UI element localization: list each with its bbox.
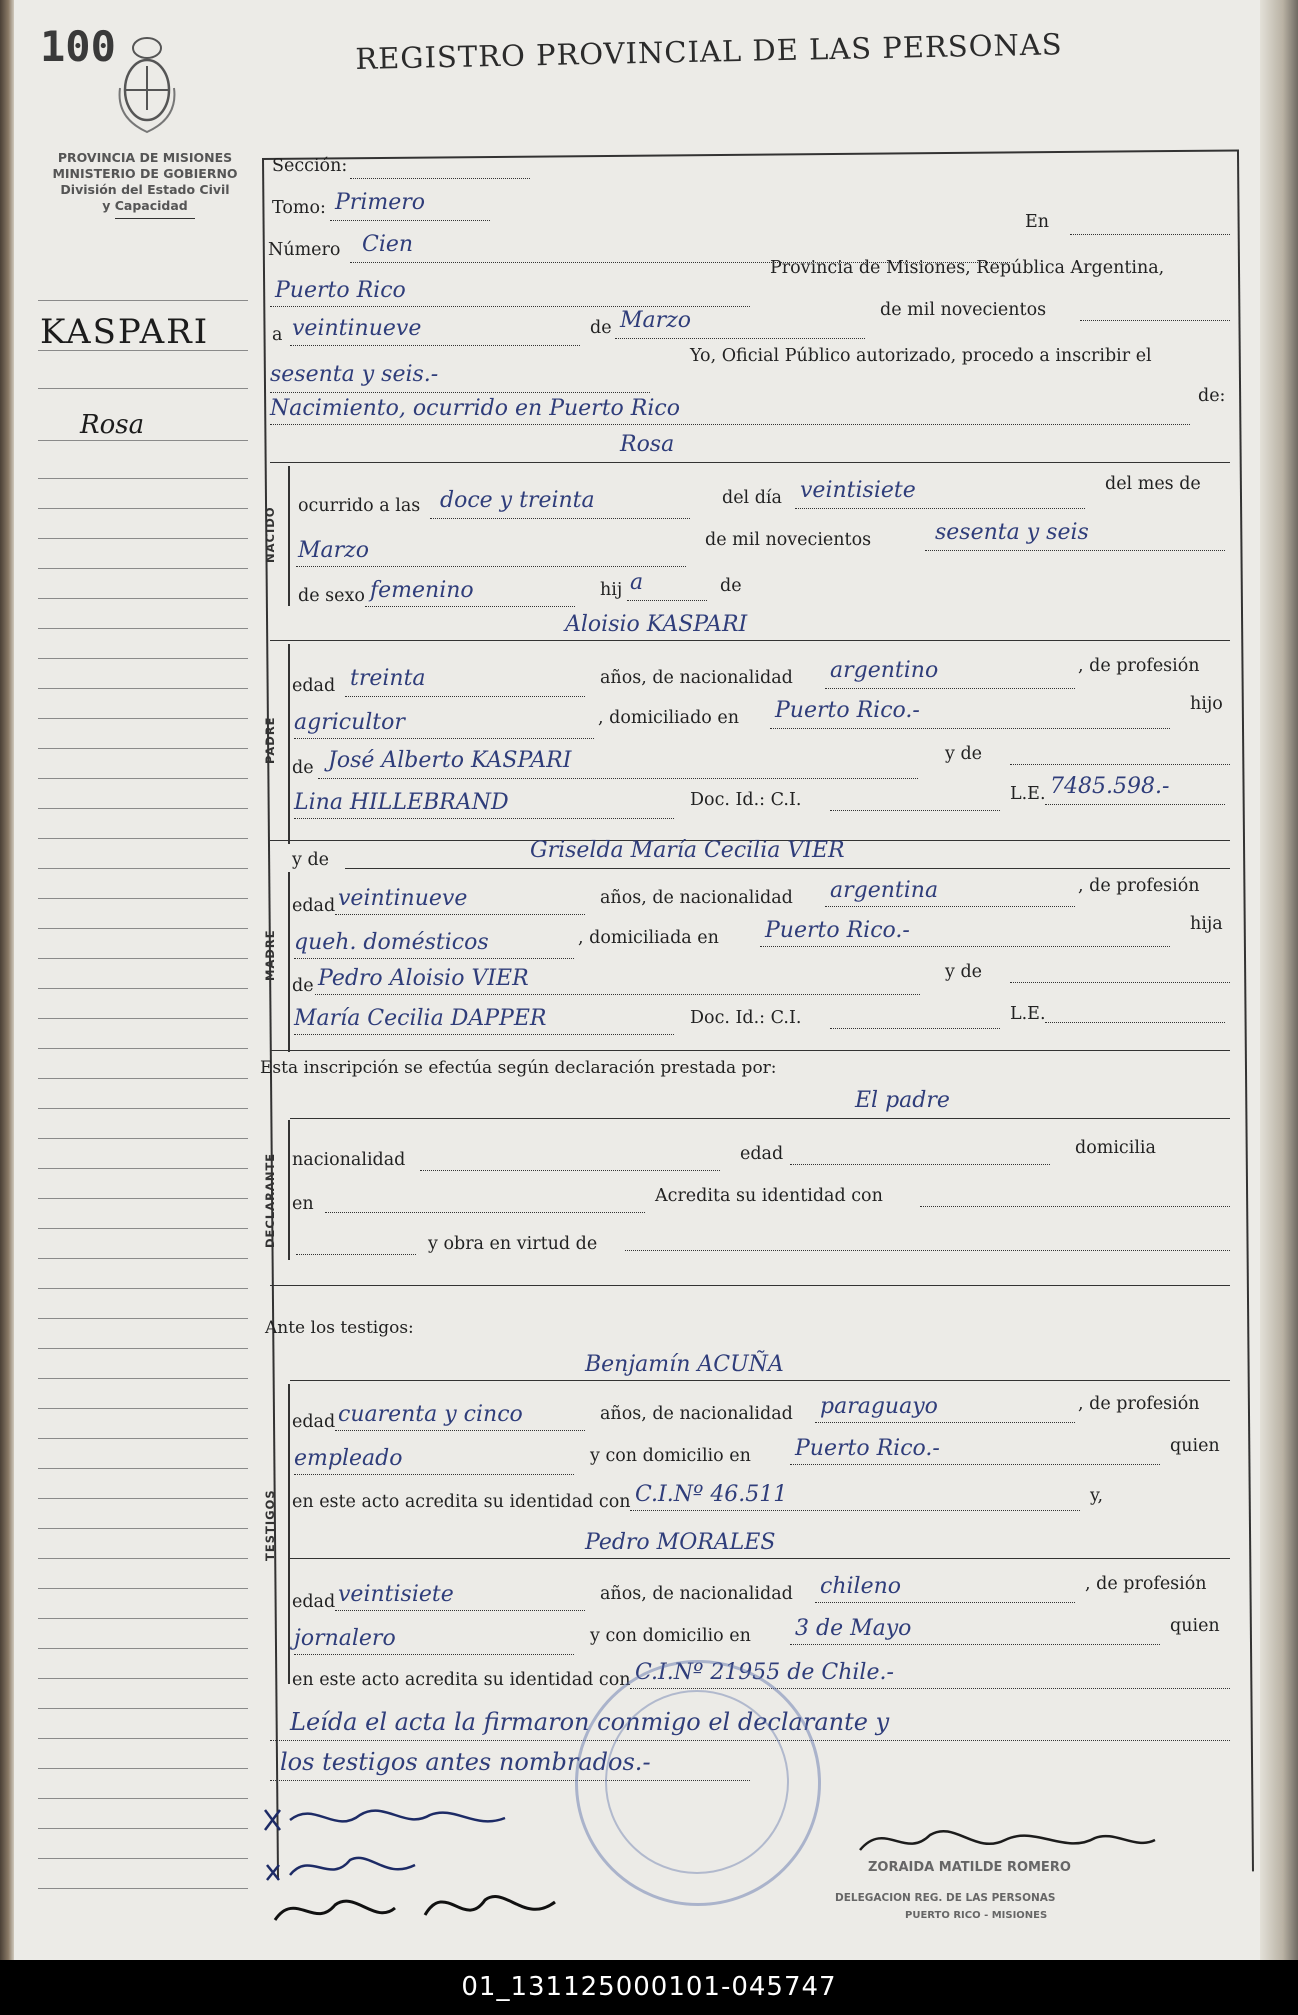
w1-profesion-field [294,1474,574,1475]
page-edge [1260,0,1298,1960]
testigos-section-label: TESTIGOS [263,1489,277,1561]
w2-domicilio-field [790,1644,1160,1645]
nacido-top-rule [270,462,1230,463]
w2-quien-label: quien [1170,1616,1220,1636]
testigos-bar [288,1384,290,1684]
delegacion-stamp: DELEGACION REG. DE LAS PERSONAS [835,1892,1056,1904]
paternal-grandfather-value: José Alberto KASPARI [328,748,572,773]
madre-edad-field [335,914,585,915]
hij-label: hij [600,580,623,600]
madre-domicilio-field [760,946,1170,947]
padre-mother-field [294,818,674,819]
ministry-line-2: MINISTERIO DE GOBIERNO [52,166,238,181]
nacido-name-value: Rosa [620,432,675,457]
declarante-acredita-field [920,1206,1230,1207]
declarante-bar [288,1120,290,1260]
madre-profesion-field [294,958,574,959]
padre-de-label: de [292,758,314,778]
madre-nacionalidad-field [825,906,1075,907]
witness1-edad-value: cuarenta y cinco [338,1402,523,1427]
ministry-line-3: División del Estado Civil [60,182,230,197]
birth-day-field [795,508,1085,509]
w2-edad-field [335,1610,585,1611]
padre-ci-field [830,810,1000,811]
signatures-icon [255,1790,575,1950]
witness2-profesion-value: jornalero [294,1626,396,1651]
margin-given-name: Rosa [80,410,145,440]
madre-de-label: de [292,976,314,996]
padre-name-value: Aloisio KASPARI [565,612,748,637]
margin-surname: KASPARI [40,312,210,352]
madre-y-de2-label: y de [945,962,983,982]
w2-acredita-label: en este acto acredita su identidad con [292,1670,631,1690]
numero-label: Número [268,240,341,260]
padre-le-value: 7485.598.- [1050,774,1170,799]
madre-profesion-value: queh. domésticos [294,930,489,955]
official-stamp-inner [605,1690,789,1874]
maternal-grandfather-value: Pedro Aloisio VIER [318,966,529,991]
birth-year-value: sesenta y seis [935,520,1089,545]
coat-of-arms-icon [112,28,182,138]
seccion-field [350,178,530,179]
madre-hija-label: hija [1190,914,1223,934]
witness1-name-rule [290,1380,1230,1381]
madre-edad-value: veintinueve [338,886,468,911]
declarante-obra-field [625,1250,1230,1251]
en-label: En [1025,212,1050,232]
official-name-stamp: ZORAIDA MATILDE ROMERO [868,1860,1071,1875]
w2-nacionalidad-field [815,1602,1075,1603]
w1-acredita-field [630,1510,1080,1511]
padre-domicilio-value: Puerto Rico.- [775,698,920,723]
mil-field [1080,320,1230,321]
madre-nacionalidad-label: años, de nacionalidad [600,888,793,908]
de-colon-label: de: [1198,386,1226,406]
page-number: 100 [40,22,116,71]
madre-le-label: L.E. [1010,1004,1046,1024]
a-label: a [272,325,283,345]
en-field [1070,234,1230,235]
w1-profesion-label: , de profesión [1078,1394,1200,1414]
declarante-top-rule [270,1050,1230,1051]
madre-le-field [1045,1022,1225,1023]
testigos-intro: Ante los testigos: [265,1318,414,1338]
birth-hour-value: doce y treinta [440,488,595,513]
declarante-name-value: El padre [855,1088,950,1113]
padre-edad-field [345,696,585,697]
padre-y-de-label: y de [945,744,983,764]
madre-domicilio-value: Puerto Rico.- [765,918,910,943]
declarante-acredita-label: Acredita su identidad con [655,1186,883,1206]
seccion-label: Sección: [272,156,348,176]
ministry-heading [30,150,260,214]
declarante-section-label: DECLARANTE [263,1152,277,1248]
madre-section-label: MADRE [263,929,277,981]
madre-edad-label: edad [292,896,336,916]
declarante-intro: Esta inscripción se efectúa según declaración prestada por: [260,1058,777,1078]
declarante-en-field [325,1212,645,1213]
madre-father-field [315,994,920,995]
ministry-underline [115,218,195,219]
de-mil-label: de mil novecientos [880,300,1047,320]
declarante-nacionalidad-label: nacionalidad [292,1150,406,1170]
registration-year-value: sesenta y seis.- [270,362,439,387]
witness1-profesion-value: empleado [294,1446,403,1471]
day-field [290,345,580,346]
hour-field [430,518,690,519]
page-title: REGISTRO PROVINCIAL DE LAS PERSONAS [355,27,1063,76]
padre-profesion-value: agricultor [294,710,405,735]
declarante-name-rule [290,1118,1230,1119]
act-field [270,424,1190,425]
padre-nacionalidad-field [825,688,1075,689]
madre-ci-field [830,1028,1000,1029]
tomo-label: Tomo: [272,198,326,218]
declarante-nacionalidad-field [420,1170,720,1171]
hij-field [627,600,707,601]
tomo-field [330,220,490,221]
padre-nacionalidad-label: años, de nacionalidad [600,668,793,688]
maternal-grandmother-value: María Cecilia DAPPER [294,1006,547,1031]
w1-domicilio-field [790,1464,1160,1465]
w2-edad-label: edad [292,1592,336,1612]
padre-domicilio-label: , domiciliado en [598,708,740,728]
w1-nacionalidad-label: años, de nacionalidad [600,1404,793,1424]
registration-day-value: veintinueve [292,316,422,341]
declarante-obra-pre-field [296,1254,416,1255]
witness2-domicilio-value: 3 de Mayo [795,1616,912,1641]
witness2-edad-value: veintisiete [338,1582,454,1607]
w1-y-label: y, [1090,1486,1104,1506]
w1-domicilio-label: y con domicilio en [590,1446,751,1466]
witness2-nacionalidad-value: chileno [820,1574,901,1599]
de-label: de [590,318,612,338]
image-id-footer: 01_131125000101-045747 [0,1960,1298,2015]
tomo-value: Primero [335,190,425,215]
nacido-de-label: de [720,576,742,596]
paternal-grandmother-value: Lina HILLEBRAND [294,790,509,815]
binding-edge [0,0,14,1960]
w1-acredita-label: en este acto acredita su identidad con [292,1492,631,1512]
padre-edad-label: edad [292,676,336,696]
witness1-doc-value: C.I.Nº 46.511 [635,1482,788,1507]
madre-mother-field [294,1034,674,1035]
del-mes-label: del mes de [1105,474,1201,494]
act-value: Nacimiento, ocurrido en Puerto Rico [270,396,680,421]
madre-doc-label: Doc. Id.: C.I. [690,1008,802,1028]
registration-month-value: Marzo [620,308,691,333]
witness1-domicilio-value: Puerto Rico.- [795,1436,940,1461]
padre-edad-value: treinta [350,666,426,691]
padre-profesion-label: , de profesión [1078,656,1200,676]
declarante-edad-label: edad [740,1144,784,1164]
closing-line-2: los testigos antes nombrados.- [280,1748,651,1776]
del-dia-label: del día [722,488,782,508]
padre-profesion-field [294,738,594,739]
padre-y-de-field [1010,764,1230,765]
w1-edad-field [335,1430,585,1431]
madre-profesion-label: , de profesión [1078,876,1200,896]
witness2-doc-value: C.I.Nº 21955 de Chile.- [635,1660,894,1685]
w2-profesion-label: , de profesión [1085,1574,1207,1594]
birth-month-value: Marzo [298,538,369,563]
w2-profesion-field [294,1654,574,1655]
delegacion-place-stamp: PUERTO RICO - MISIONES [905,1910,1048,1921]
birth-year-field [925,550,1225,551]
w1-edad-label: edad [292,1412,336,1432]
ministry-line-1: PROVINCIA DE MISIONES [57,150,233,165]
padre-doc-label: Doc. Id.: C.I. [690,790,802,810]
padre-bar [288,644,290,844]
sexo-label: de sexo [298,586,365,606]
padre-top-rule [270,640,1230,641]
witness1-name-value: Benjamín ACUÑA [585,1352,784,1377]
ocurrido-label: ocurrido a las [298,496,421,516]
w2-domicilio-label: y con domicilio en [590,1626,751,1646]
padre-domicilio-field [770,728,1170,729]
madre-name-value: Griselda María Cecilia VIER [530,838,845,863]
madre-domicilio-label: , domiciliada en [578,928,719,948]
ministry-line-4: y Capacidad [102,198,188,213]
closing-line-1: Leída el acta la firmaron conmigo el declarante y [290,1708,890,1736]
padre-father-field [318,778,918,779]
declarante-en-label: en [292,1194,314,1214]
place-value: Puerto Rico [275,278,406,303]
witness2-name-value: Pedro MORALES [585,1530,776,1555]
provincia-label: Provincia de Misiones, República Argentina, [770,258,1165,278]
birth-month-field [296,566,686,567]
madre-bar [288,872,290,1052]
w1-nacionalidad-field [815,1422,1075,1423]
nacido-bar [288,466,290,606]
numero-value: Cien [362,232,414,257]
madre-name-rule [345,868,1230,869]
declarante-obra-label: y obra en virtud de [428,1234,598,1254]
year-field [270,392,650,393]
witness2-name-rule [290,1558,1230,1559]
declarante-edad-field [790,1164,1050,1165]
oficial-label: Yo, Oficial Público autorizado, procedo a inscribir el [690,346,1152,366]
birth-day-value: veintisiete [800,478,916,503]
declarante-domicilia-label: domicilia [1075,1138,1156,1158]
declarante-bottom-rule [270,1285,1230,1286]
madre-nacionalidad-value: argentina [830,878,939,903]
padre-hijo-label: hijo [1190,694,1223,714]
nacido-section-label: NACIDO [263,506,277,564]
hij-suffix-value: a [630,570,644,595]
padre-section-label: PADRE [263,716,277,764]
madre-y-de-label: y de [292,850,330,870]
sexo-field [365,606,575,607]
witness1-nacionalidad-value: paraguayo [820,1394,938,1419]
padre-le-field [1045,804,1225,805]
place-field [270,306,750,307]
w1-quien-label: quien [1170,1436,1220,1456]
madre-y-de2-field [1010,982,1230,983]
nacido-de-mil-label: de mil novecientos [705,530,872,550]
w2-nacionalidad-label: años, de nacionalidad [600,1584,793,1604]
padre-le-label: L.E. [1010,784,1046,804]
month-field [615,338,865,339]
padre-nacionalidad-value: argentino [830,658,939,683]
sexo-value: femenino [370,578,474,603]
